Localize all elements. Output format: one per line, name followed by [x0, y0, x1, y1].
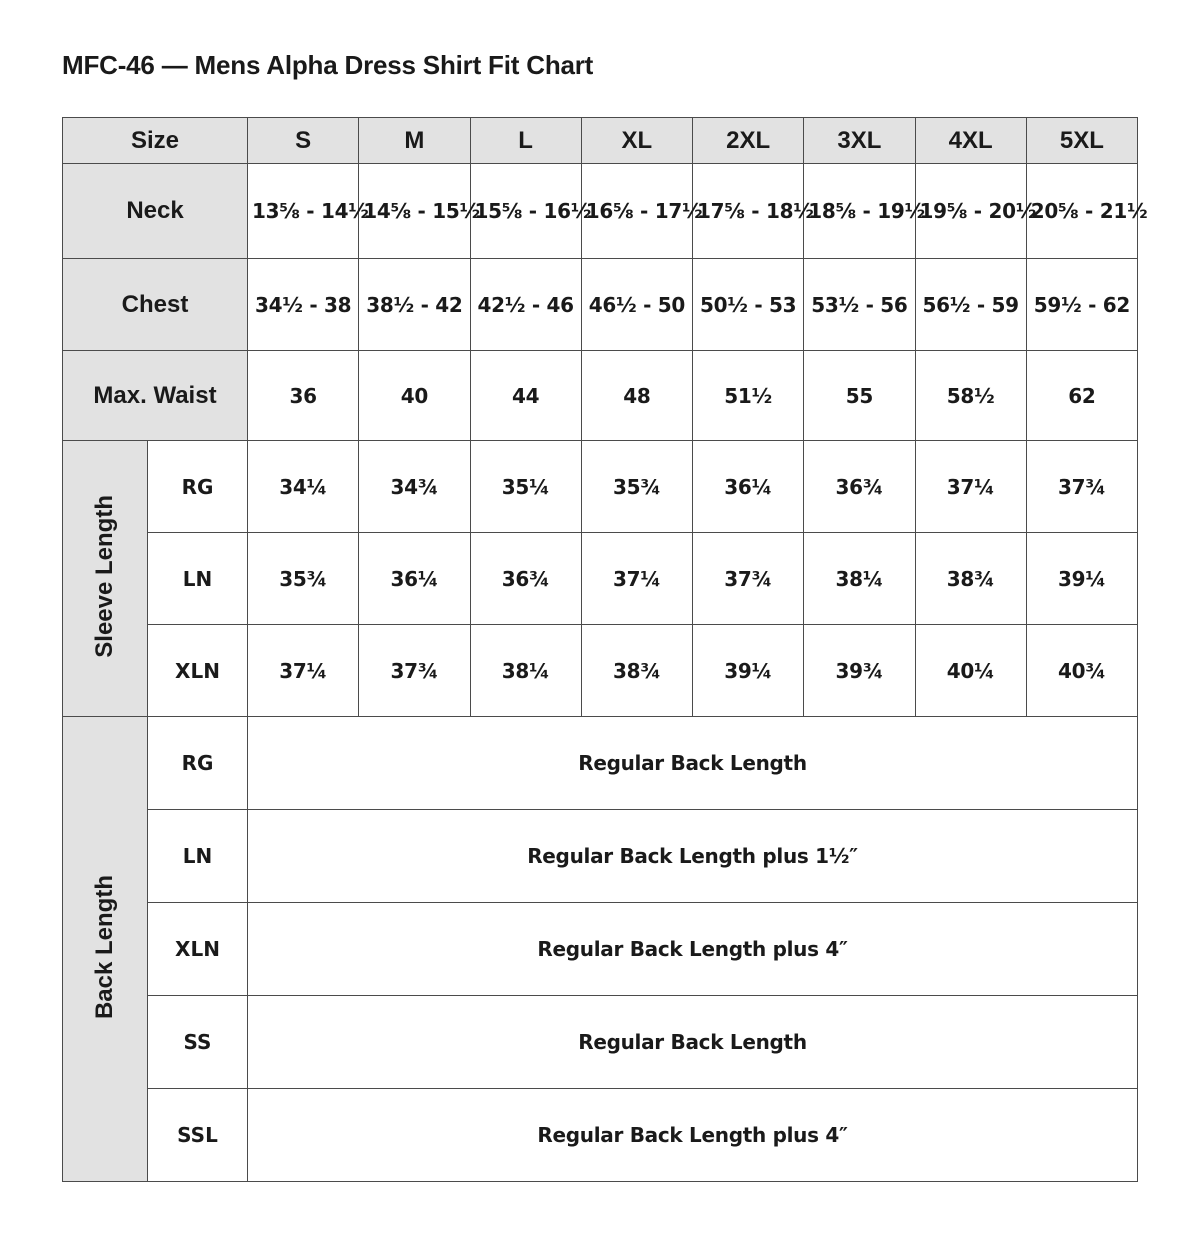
neck-value-cell: 16⅝ - 17½	[581, 164, 692, 259]
chest-value-cell: 50½ - 53	[693, 259, 804, 351]
column-header-xl: XL	[581, 118, 692, 164]
fit-chart-table	[62, 117, 1148, 1182]
row-group-sleeve-length	[63, 441, 148, 717]
row-group-back-length	[63, 717, 148, 1182]
sleeve-rg-value-cell: 36¼	[693, 441, 804, 533]
row-label-max-waist: Max. Waist	[63, 351, 248, 441]
max-waist-row	[63, 351, 1138, 441]
neck-value-cell: 17⅝ - 18½	[693, 164, 804, 259]
max-waist-value-cell: 40	[359, 351, 470, 441]
sleeve-row-label-rg: RG	[148, 441, 248, 533]
sleeve-ln-value-cell: 37¾	[693, 533, 804, 625]
size-header-label: Size	[63, 118, 248, 164]
back-ss-value-cell: Regular Back Length	[248, 996, 1138, 1089]
column-header-4xl: 4XL	[915, 118, 1026, 164]
column-header-5xl: 5XL	[1026, 118, 1137, 164]
sleeve-ln-row	[63, 533, 1138, 625]
chest-value-cell: 56½ - 59	[915, 259, 1026, 351]
sleeve-ln-value-cell: 36¼	[359, 533, 470, 625]
sleeve-row-label-xln: XLN	[148, 625, 248, 717]
back-row-label-ss: SS	[148, 996, 248, 1089]
sleeve-xln-value-cell: 40¼	[915, 625, 1026, 717]
chest-value-cell: 46½ - 50	[581, 259, 692, 351]
back-length-group-label: Back Length	[91, 874, 118, 1020]
sleeve-ln-value-cell: 39¼	[1026, 533, 1137, 625]
sleeve-ln-value-cell: 36¾	[470, 533, 581, 625]
back-xln-value-cell: Regular Back Length plus 4″	[248, 903, 1138, 996]
neck-value-cell: 15⅝ - 16½	[470, 164, 581, 259]
sleeve-rg-value-cell: 36¾	[804, 441, 915, 533]
sleeve-rg-value-cell: 37¼	[915, 441, 1026, 533]
sleeve-xln-value-cell: 39¾	[804, 625, 915, 717]
sleeve-rg-value-cell: 34¾	[359, 441, 470, 533]
sleeve-xln-value-cell: 37¼	[248, 625, 359, 717]
sleeve-xln-value-cell: 38¼	[470, 625, 581, 717]
sleeve-rg-row	[63, 441, 1138, 533]
page-title: MFC-46 — Mens Alpha Dress Shirt Fit Chart	[62, 50, 594, 80]
sleeve-rg-value-cell: 35¼	[470, 441, 581, 533]
sleeve-ln-value-cell: 38¼	[804, 533, 915, 625]
column-header-s: S	[248, 118, 359, 164]
sleeve-rg-value-cell: 34¼	[248, 441, 359, 533]
sleeve-ln-value-cell: 35¾	[248, 533, 359, 625]
sleeve-xln-row	[63, 625, 1138, 717]
back-row-label-rg: RG	[148, 717, 248, 810]
neck-value-cell: 14⅝ - 15½	[359, 164, 470, 259]
chest-value-cell: 59½ - 62	[1026, 259, 1137, 351]
chest-value-cell: 34½ - 38	[248, 259, 359, 351]
sleeve-rg-value-cell: 37¾	[1026, 441, 1137, 533]
column-header-m: M	[359, 118, 470, 164]
max-waist-value-cell: 48	[581, 351, 692, 441]
chest-value-cell: 53½ - 56	[804, 259, 915, 351]
chest-value-cell: 42½ - 46	[470, 259, 581, 351]
sleeve-xln-value-cell: 39¼	[693, 625, 804, 717]
max-waist-value-cell: 62	[1026, 351, 1137, 441]
back-rg-value-cell: Regular Back Length	[248, 717, 1138, 810]
max-waist-value-cell: 55	[804, 351, 915, 441]
sleeve-xln-value-cell: 40¾	[1026, 625, 1137, 717]
sleeve-ln-value-cell: 38¾	[915, 533, 1026, 625]
chest-value-cell: 38½ - 42	[359, 259, 470, 351]
max-waist-value-cell: 58½	[915, 351, 1026, 441]
neck-value-cell: 18⅝ - 19½	[804, 164, 915, 259]
sleeve-length-group-label: Sleeve Length	[91, 495, 118, 658]
back-rg-row	[63, 717, 1138, 810]
column-header-l: L	[470, 118, 581, 164]
back-row-label-ssl: SSL	[148, 1089, 248, 1182]
header-row	[63, 118, 1138, 164]
column-header-3xl: 3XL	[804, 118, 915, 164]
back-ssl-value-cell: Regular Back Length plus 4″	[248, 1089, 1138, 1182]
row-label-chest: Chest	[63, 259, 248, 351]
back-xln-row	[63, 903, 1138, 996]
back-row-label-ln: LN	[148, 810, 248, 903]
back-ss-row	[63, 996, 1138, 1089]
sleeve-xln-value-cell: 37¾	[359, 625, 470, 717]
sleeve-row-label-ln: LN	[148, 533, 248, 625]
max-waist-value-cell: 51½	[693, 351, 804, 441]
neck-row	[63, 164, 1138, 259]
chest-row	[63, 259, 1138, 351]
sleeve-xln-value-cell: 38¾	[581, 625, 692, 717]
column-header-2xl: 2XL	[693, 118, 804, 164]
row-label-neck: Neck	[63, 164, 248, 259]
back-ln-row	[63, 810, 1138, 903]
neck-value-cell: 13⅝ - 14½	[248, 164, 359, 259]
back-ln-value-cell: Regular Back Length plus 1½″	[248, 810, 1138, 903]
max-waist-value-cell: 36	[248, 351, 359, 441]
neck-value-cell: 19⅝ - 20½	[915, 164, 1026, 259]
back-row-label-xln: XLN	[148, 903, 248, 996]
sleeve-rg-value-cell: 35¾	[581, 441, 692, 533]
max-waist-value-cell: 44	[470, 351, 581, 441]
sleeve-ln-value-cell: 37¼	[581, 533, 692, 625]
back-ssl-row	[63, 1089, 1138, 1182]
neck-value-cell: 20⅝ - 21½	[1026, 164, 1137, 259]
